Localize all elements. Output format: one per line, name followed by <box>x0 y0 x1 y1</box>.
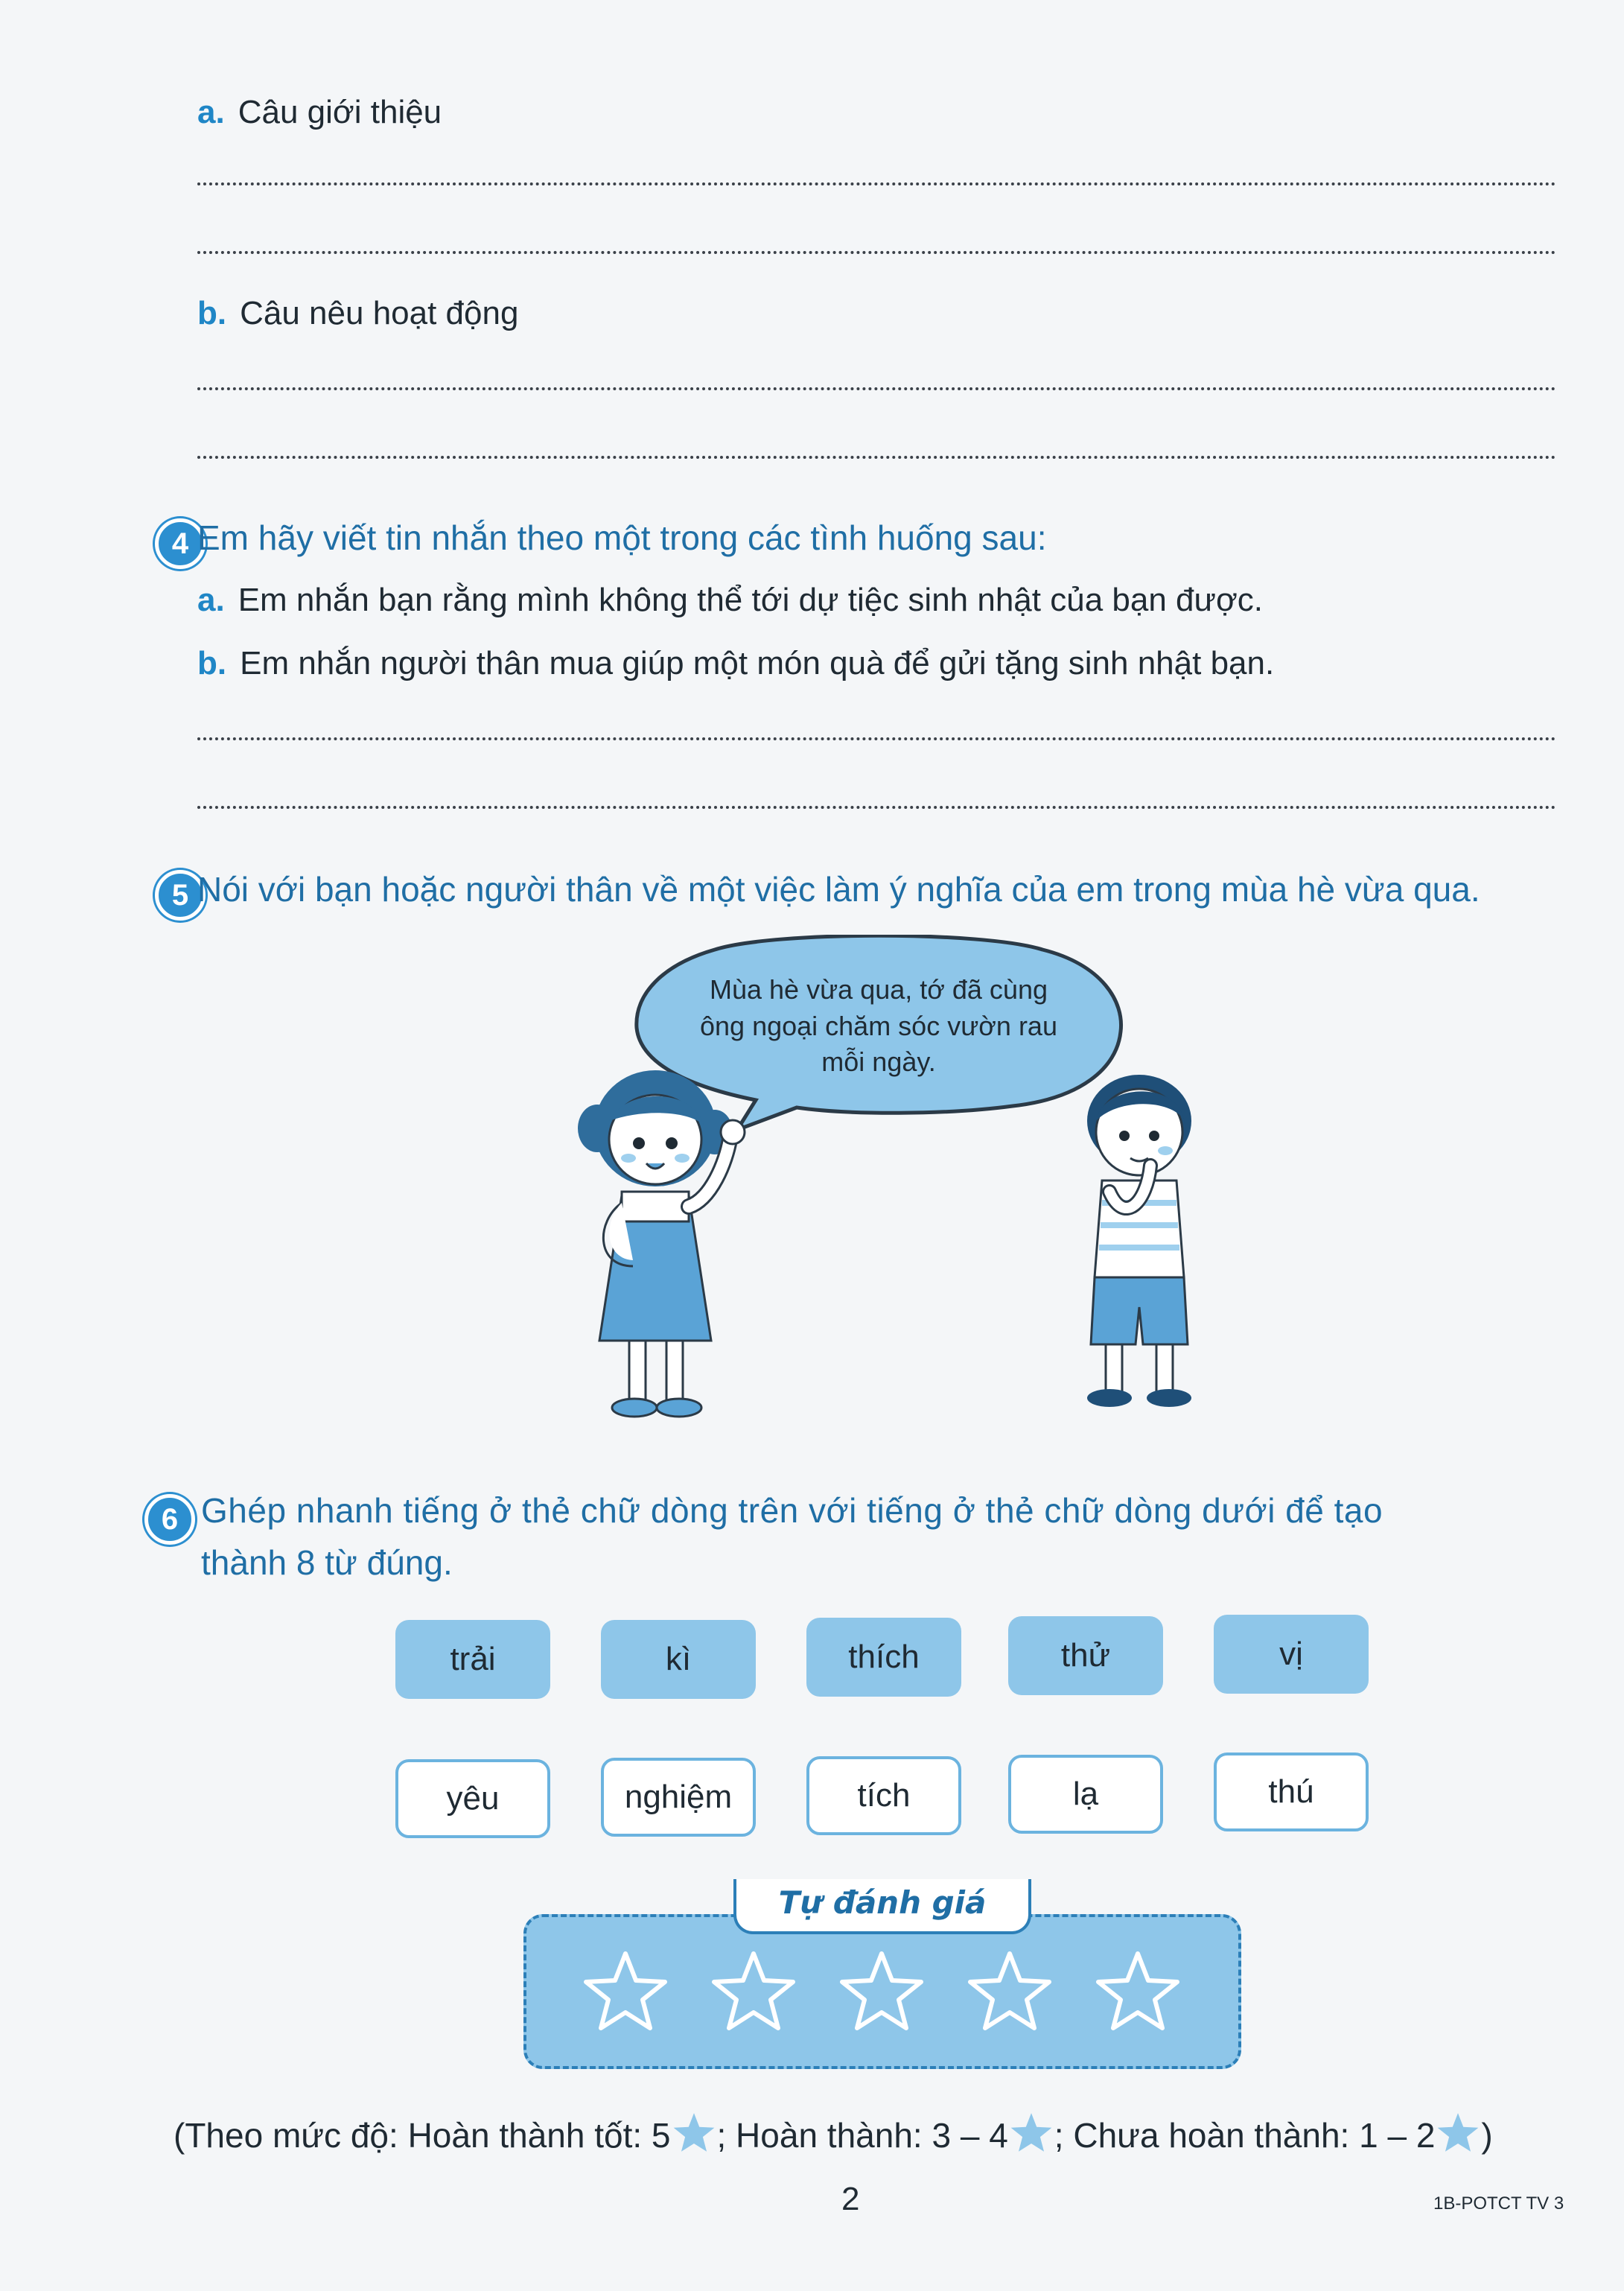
q4-a <box>197 581 1263 620</box>
part3-a-letter: a. <box>197 94 225 130</box>
q6-prompt <box>201 1490 1564 1584</box>
part3-b <box>197 294 518 334</box>
bubble-line-3: mỗi ngày. <box>821 1046 936 1078</box>
q4-b-letter: b. <box>197 645 227 681</box>
bubble-line-2: ông ngoại chăm sóc vườn rau <box>700 1010 1057 1041</box>
q4-prompt: Em hãy viết tin nhắn theo một trong các tình huống sau: <box>197 518 1047 557</box>
question-number-4: 4 <box>155 518 206 569</box>
q4-b <box>197 644 1274 684</box>
star-icon[interactable] <box>970 1954 1049 2028</box>
q6-prompt-line-1: Ghép nhanh tiếng ở thẻ chữ dòng trên với tiếng ở thẻ chữ dòng dưới để tạo <box>201 1491 1383 1530</box>
part3-a <box>197 93 442 133</box>
word-card-top[interactable]: thử <box>1008 1616 1163 1695</box>
book-code: 1B-POTCT TV 3 <box>1433 2193 1564 2214</box>
star-icon[interactable] <box>1098 1954 1177 2028</box>
part3-b-letter: b. <box>197 295 227 331</box>
girl-illustration <box>551 1058 760 1437</box>
self-eval-stars <box>581 1940 1199 2052</box>
word-card-top[interactable]: thích <box>806 1618 961 1697</box>
q4-a-letter: a. <box>197 582 225 618</box>
legend-part-1: (Theo mức độ: Hoàn thành tốt: 5 <box>173 2116 671 2155</box>
word-card-bottom[interactable]: lạ <box>1008 1755 1163 1834</box>
answer-line[interactable] <box>197 387 1556 390</box>
answer-line[interactable] <box>197 737 1556 740</box>
word-card-top[interactable]: kì <box>601 1620 756 1699</box>
part3-a-text: Câu giới thiệu <box>238 94 442 130</box>
star-icon <box>1435 2110 1481 2156</box>
word-card-top[interactable]: trải <box>395 1620 550 1699</box>
bubble-line-1: Mùa hè vừa qua, tớ đã cùng <box>710 974 1048 1005</box>
q4-b-text: Em nhắn người thân mua giúp một món quà để gửi tặng sinh nhật bạn. <box>240 645 1275 681</box>
legend-part-4: ) <box>1481 2116 1493 2155</box>
answer-line[interactable] <box>197 806 1556 809</box>
self-eval-title-text: Tự đánh giá <box>778 1884 987 1921</box>
answer-line[interactable] <box>197 182 1556 185</box>
legend-part-2: ; Hoàn thành: 3 – 4 <box>716 2116 1008 2155</box>
rating-legend <box>173 2110 1493 2156</box>
q5-prompt: Nói với bạn hoặc người thân về một việc làm ý nghĩa của em trong mùa hè vừa qua. <box>197 870 1480 909</box>
page-number: 2 <box>841 2181 860 2217</box>
word-card-bottom[interactable]: tích <box>806 1756 961 1835</box>
legend-part-3: ; Chưa hoàn thành: 1 – 2 <box>1054 2116 1436 2155</box>
part3-b-text: Câu nêu hoạt động <box>240 295 519 331</box>
word-card-top[interactable]: vị <box>1214 1615 1369 1694</box>
answer-line[interactable] <box>197 456 1556 459</box>
star-icon <box>1008 2110 1054 2156</box>
star-icon <box>671 2110 717 2156</box>
question-number-5: 5 <box>155 870 206 921</box>
q6-prompt-line-2: thành 8 từ đúng. <box>201 1542 453 1582</box>
star-icon[interactable] <box>586 1954 665 2028</box>
question-number-6: 6 <box>144 1494 195 1545</box>
word-card-bottom[interactable]: nghiệm <box>601 1758 756 1837</box>
self-eval-title <box>733 1879 1031 1934</box>
answer-line[interactable] <box>197 251 1556 254</box>
word-card-bottom[interactable]: yêu <box>395 1759 550 1838</box>
q4-a-text: Em nhắn bạn rằng mình không thể tới dự tiệc sinh nhật của bạn được. <box>238 582 1264 618</box>
word-card-bottom[interactable]: thú <box>1214 1753 1369 1831</box>
star-icon[interactable] <box>714 1954 793 2028</box>
star-icon[interactable] <box>842 1954 921 2028</box>
boy-illustration <box>1050 1054 1229 1419</box>
